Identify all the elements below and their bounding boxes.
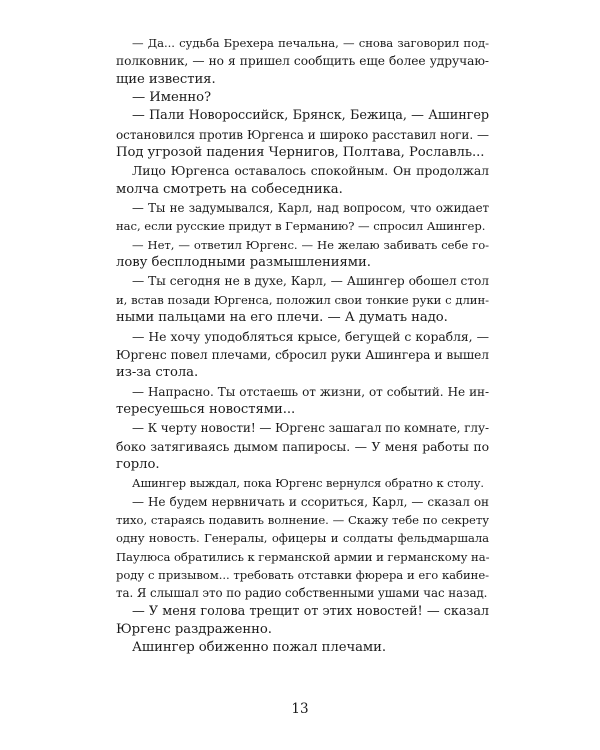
text-line: нас, если русские придут в Германию? — спросил Ашингер. — [116, 219, 486, 234]
text-line: и, встав позади Юргенса, положил свои тонкие руки с длин- — [116, 292, 489, 307]
text-line: Юргенс раздраженно. — [116, 622, 272, 637]
text-line: — Ты не задумывался, Карл, над вопросом, что ожидает — [132, 201, 489, 216]
text-line: — Да... судьба Брехера печальна, — снова заговорил под- — [132, 36, 489, 50]
body-text — [116, 34, 489, 658]
text-line: из-за стола. — [116, 365, 199, 381]
text-line: одну новость. Генералы, офицеры и солдаты фельдмаршала — [116, 531, 489, 546]
text-line: Под угрозой падения Чернигов, Полтава, Рославль... — [116, 145, 485, 161]
text-line: Лицо Юргенса оставалось спокойным. Он продолжал — [132, 163, 489, 179]
text-line: Ашингер выждал, пока Юргенс вернулся обратно к столу. — [132, 476, 484, 491]
text-line: тихо, стараясь подавить волнение. — Скажу тебе по секрету — [116, 512, 489, 527]
text-line: ными пальцами на его плечи. — А думать надо. — [116, 310, 448, 326]
text-line: — К черту новости! — Юргенс зашагал по комнате, глу- — [132, 421, 490, 436]
text-line: Юргенс повел плечами, сбросил руки Ашингера и вышел — [116, 347, 489, 362]
text-line: — Не будем нервничать и ссориться, Карл, — сказал он — [132, 494, 489, 509]
text-line: полковник, — но я пришел сообщить еще более удручаю- — [116, 54, 489, 69]
text-line: щие известия. — [116, 71, 216, 87]
text-line: боко затягиваясь дымом папиросы. — У меня работы по — [116, 438, 489, 454]
text-line: тересуешься новостями... — [116, 401, 296, 417]
text-line: молча смотреть на собеседника. — [116, 181, 343, 197]
text-line: лову бесплодными размышлениями. — [116, 255, 371, 271]
text-line: горло. — [116, 456, 160, 472]
page-number: 13 — [291, 701, 309, 717]
text-line: роду с призывом... требовать отставки фюрера и его кабине- — [116, 567, 489, 582]
text-line: Паулюса обратились к германской армии и германскому на- — [116, 549, 490, 564]
text-line: — Напрасно. Ты отстаешь от жизни, от событий. Не ин- — [132, 384, 489, 399]
text-line: — Не хочу уподобляться крысе, бегущей с корабля, — — [132, 328, 489, 344]
text-line: — У меня голова трещит от этих новостей! — сказал — [132, 603, 489, 619]
text-line: — Пали Новороссийск, Брянск, Бежица, — Ашингер — [132, 108, 489, 124]
text-line: та. Я слышал это по радио собственными ушами час назад. — [116, 586, 488, 601]
text-line: Ашингер обиженно пожал плечами. — [132, 640, 387, 656]
text-line: остановился против Юргенса и широко расставил ноги. — — [116, 127, 489, 142]
text-line: — Нет, — ответил Юргенс. — Не желаю забивать себе го- — [132, 237, 489, 252]
text-line: — Именно? — [132, 90, 212, 106]
text-line: — Ты сегодня не в духе, Карл, — Ашингер обошел стол — [132, 274, 489, 289]
